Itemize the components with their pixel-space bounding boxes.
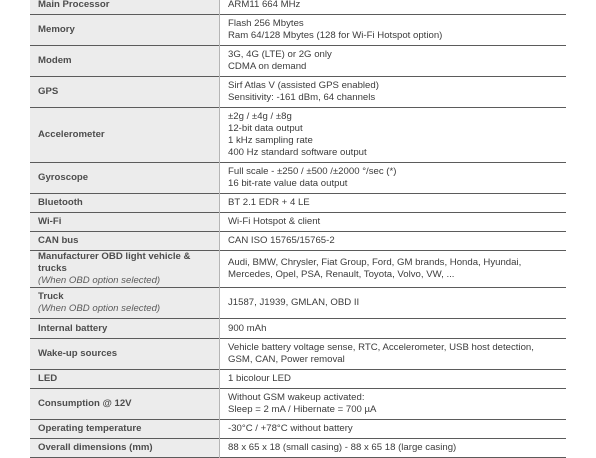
spec-label: Wake-up sources [38, 348, 118, 359]
spec-value-cell [220, 319, 567, 339]
spec-value-line: CAN ISO 15765/15765-2 [228, 235, 335, 246]
spec-row [30, 77, 566, 108]
spec-value-line: 12-bit data output [228, 123, 303, 134]
spec-value-line: CDMA on demand [228, 61, 307, 72]
spec-value-line: Flash 256 Mbytes [228, 18, 304, 29]
spec-value-cell [220, 389, 567, 420]
spec-label: Manufacturer OBD light vehicle & trucks [38, 251, 191, 274]
spec-label: Operating temperature [38, 423, 142, 434]
spec-value-line: Sleep = 2 mA / Hibernate = 700 µA [228, 404, 377, 415]
spec-label: Consumption @ 12V [38, 398, 132, 409]
spec-row [30, 420, 566, 439]
spec-label: CAN bus [38, 235, 79, 246]
spec-value-cell [220, 77, 567, 108]
spec-label-cell [30, 46, 220, 77]
spec-value-cell [220, 439, 567, 458]
spec-value-line: 1 kHz sampling rate [228, 135, 313, 146]
spec-label: Truck [38, 291, 64, 302]
spec-label-cell [30, 194, 220, 213]
spec-label-cell [30, 339, 220, 370]
spec-value-line: -30°C / +78°C without battery [228, 423, 353, 434]
spec-value-line: ±2g / ±4g / ±8g [228, 111, 292, 122]
spec-label-cell [30, 288, 220, 319]
spec-label: Wi-Fi [38, 216, 62, 227]
spec-label: GPS [38, 86, 59, 97]
spec-label: Gyroscope [38, 172, 89, 183]
spec-value-line: Wi-Fi Hotspot & client [228, 216, 321, 227]
spec-label: Memory [38, 24, 75, 35]
spec-row [30, 288, 566, 319]
spec-value-line: 3G, 4G (LTE) or 2G only [228, 49, 332, 60]
spec-label-cell [30, 232, 220, 251]
spec-label-note: (When OBD option selected) [38, 275, 161, 286]
spec-value-cell [220, 0, 567, 15]
spec-row [30, 194, 566, 213]
specifications-table [30, 0, 566, 458]
spec-label-cell [30, 420, 220, 439]
spec-label: Internal battery [38, 322, 108, 334]
spec-value-line: 400 Hz standard software output [228, 147, 367, 158]
spec-label: LED [38, 373, 58, 384]
spec-value-cell [220, 420, 567, 439]
spec-value-cell [220, 251, 567, 288]
spec-row [30, 213, 566, 232]
spec-value-cell [220, 370, 567, 389]
spec-value-line: Sirf Atlas V (assisted GPS enabled) [228, 80, 379, 91]
spec-value-line: Without GSM wakeup activated: [228, 392, 365, 403]
spec-value-line: Sensitivity: -161 dBm, 64 channels [228, 92, 376, 103]
spec-value-line: J1587, J1939, GMLAN, OBD II [228, 297, 360, 308]
spec-row [30, 439, 566, 458]
spec-value-line: 900 mAh [228, 322, 267, 334]
spec-value-cell [220, 288, 567, 319]
spec-label-cell [30, 163, 220, 194]
spec-value-cell [220, 232, 567, 251]
spec-row [30, 0, 566, 15]
spec-value-line: Vehicle battery voltage sense, RTC, Accelerometer, USB host detection, [228, 342, 534, 353]
spec-label: Overall dimensions (mm) [38, 442, 153, 453]
spec-label: Bluetooth [38, 197, 83, 208]
spec-value-line: Mercedes, Opel, PSA, Renault, Toyota, Volvo, VW, ... [228, 269, 455, 280]
spec-label-cell [30, 439, 220, 458]
spec-label-cell [30, 251, 220, 288]
spec-value-line: Ram 64/128 Mbytes (128 for Wi-Fi Hotspot option) [228, 30, 443, 41]
spec-row [30, 339, 566, 370]
spec-label-cell [30, 213, 220, 232]
spec-value-line: 88 x 65 x 18 (small casing) - 88 x 65 18 (large casing) [228, 442, 457, 453]
spec-row [30, 46, 566, 77]
spec-row [30, 163, 566, 194]
spec-label-note: (When OBD option selected) [38, 303, 161, 314]
spec-row [30, 389, 566, 420]
spec-value-cell [220, 108, 567, 163]
spec-label-cell [30, 0, 220, 15]
spec-value-cell [220, 46, 567, 77]
spec-row [30, 370, 566, 389]
spec-label: Main Processor [38, 0, 110, 10]
spec-value-line: BT 2.1 EDR + 4 LE [228, 197, 310, 208]
spec-label-cell [30, 370, 220, 389]
spec-label-cell [30, 319, 220, 339]
spec-value-line: 16 bit-rate value data output [228, 178, 348, 189]
spec-value-cell [220, 213, 567, 232]
spec-row [30, 232, 566, 251]
spec-value-cell [220, 194, 567, 213]
spec-label-cell [30, 15, 220, 46]
spec-label-cell [30, 77, 220, 108]
spec-value-line: ARM11 664 MHz [228, 0, 301, 10]
spec-value-line: GSM, CAN, Power removal [228, 354, 345, 365]
spec-label: Modem [38, 55, 72, 66]
spec-label: Accelerometer [38, 129, 105, 140]
spec-value-cell [220, 15, 567, 46]
spec-row [30, 15, 566, 46]
spec-value-line: Full scale - ±250 / ±500 /±2000 °/sec (*) [228, 166, 397, 177]
spec-row [30, 319, 566, 339]
specifications-table-body [30, 0, 566, 458]
spec-value-line: 1 bicolour LED [228, 373, 291, 384]
spec-label-cell [30, 108, 220, 163]
spec-row [30, 108, 566, 163]
spec-value-cell [220, 339, 567, 370]
spec-row [30, 251, 566, 288]
spec-value-line: Audi, BMW, Chrysler, Fiat Group, Ford, GM brands, Honda, Hyundai, [228, 257, 522, 268]
spec-value-cell [220, 163, 567, 194]
spec-label-cell [30, 389, 220, 420]
